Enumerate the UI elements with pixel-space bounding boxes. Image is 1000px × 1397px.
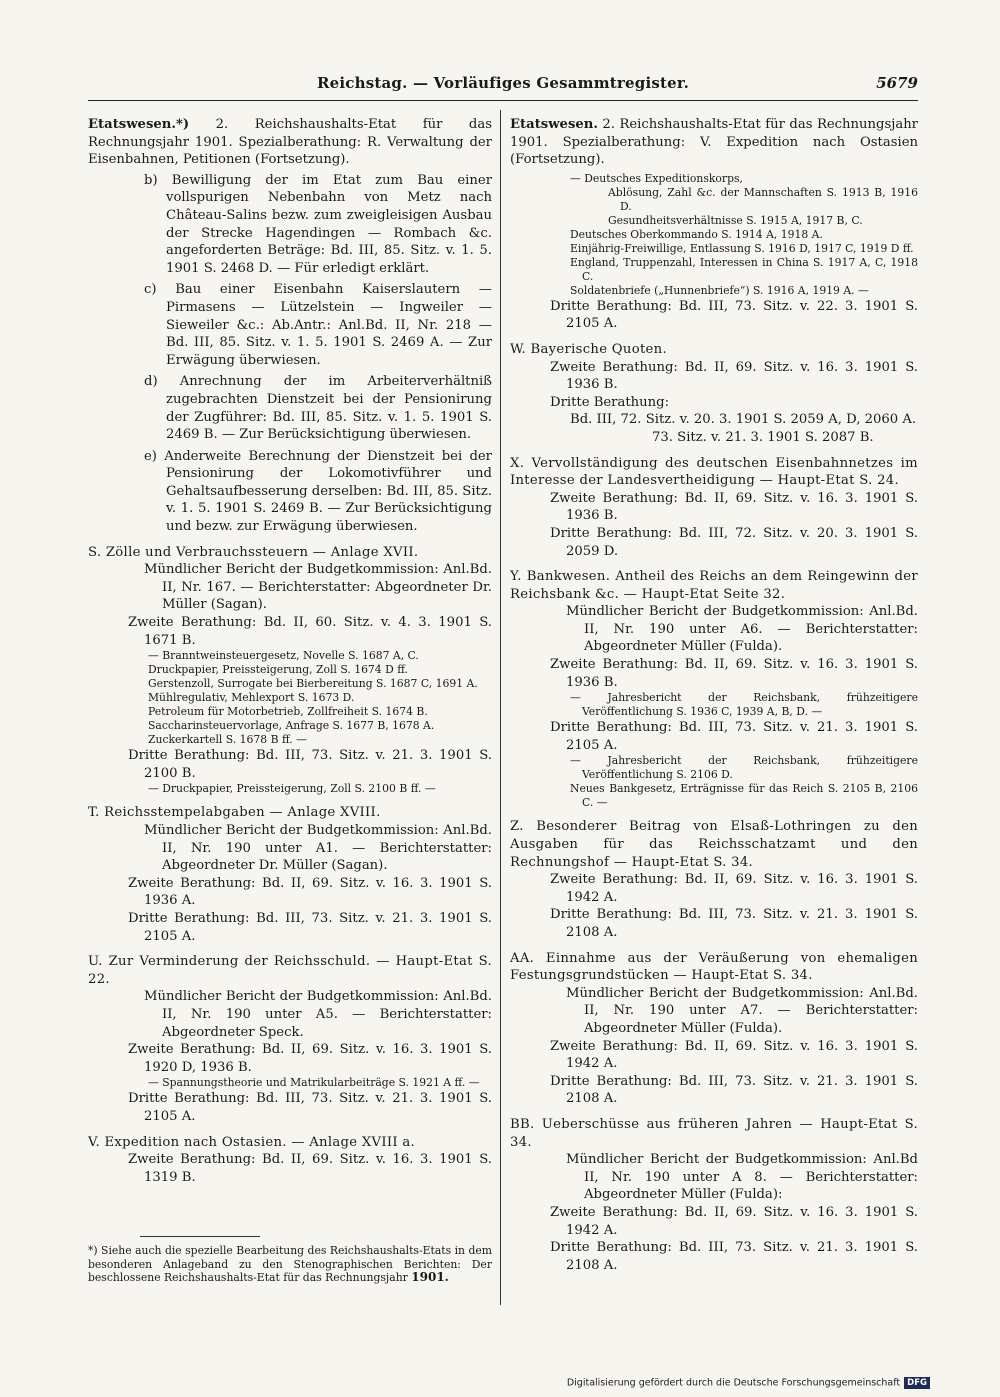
committee-report: Mündlicher Bericht der Budgetkommission: Anl.Bd. II, Nr. 190 unter A7. — Berichterstatter: Abgeordneter Müller (Fulda).: [566, 985, 918, 1036]
reading-entry: Zweite Berathung: Bd. II, 69. Sitz. v. 16. 3. 1901 S. 1936 B.: [550, 359, 918, 393]
digitization-text: Digitalisierung gefördert durch die Deutsche Forschungsgemeinschaft: [566, 1377, 901, 1389]
debate-topic: Neues Bankgesetz, Erträgnisse für das Reich S. 2105 B, 2106 C. —: [570, 782, 918, 810]
debate-topic: Petroleum für Motorbetrieb, Zollfreiheit S. 1674 B.: [148, 705, 428, 719]
entry-heading-bold: Etatswesen.*): [88, 117, 190, 132]
section-heading: T. Reichsstempelabgaben — Anlage XVIII.: [88, 805, 381, 821]
reading-entry: Dritte Berathung: Bd. III, 73. Sitz. v. 21. 3. 1901 S. 2108 A.: [550, 1240, 918, 1273]
entry-heading-text: 2. Reichshaushalts-Etat für das Rechnungsjahr 1901. Spezialberathung: V. Expedition nach Ostasien (Fortsetzung).: [510, 117, 918, 168]
reading-entry: Dritte Berathung:: [550, 394, 670, 410]
reading-entry: Dritte Berathung: Bd. III, 73. Sitz. v. 21. 3. 1901 S. 2108 A.: [550, 907, 918, 940]
footnote: [88, 1244, 492, 1285]
reading-entry: Dritte Berathung: Bd. III, 73. Sitz. v. 21. 3. 1901 S. 2105 A.: [128, 910, 492, 944]
section-heading: Y. Bankwesen. Antheil des Reichs an dem Reingewinn der Reichsbank &c. — Haupt-Etat Seite 32.: [510, 569, 918, 602]
reading-entry: Dritte Berathung: Bd. III, 72. Sitz. v. 20. 3. 1901 S. 2059 D.: [550, 525, 918, 559]
section-heading: U. Zur Verminderung der Reichsschuld. — Haupt-Etat S. 22.: [88, 954, 492, 987]
committee-report: Mündlicher Bericht der Budgetkommission: Anl.Bd. II, Nr. 190 unter A1. — Berichterstatter: Abgeordneter Dr. Müller (Sagan).: [144, 823, 492, 874]
section-heading: AA. Einnahme aus der Veräußerung von ehemaligen Festungsgrundstücken — Haupt-Etat S. 34.: [510, 950, 918, 984]
debate-topic: Gerstenzoll, Surrogate bei Bierbereitung S. 1687 C, 1691 A.: [148, 677, 478, 691]
right-column: [510, 116, 918, 1274]
left-column: [88, 116, 492, 1186]
committee-report: Mündlicher Bericht der Budgetkommission: Anl.Bd. II, Nr. 190 unter A6. — Berichterstatter: Abgeordneter Müller (Fulda).: [566, 604, 918, 655]
debate-topic: — Deutsches Expeditionskorps,: [570, 171, 743, 185]
section-heading: W. Bayerische Quoten.: [510, 341, 667, 357]
entry-heading: [510, 116, 918, 169]
reading-entry: Zweite Berathung: Bd. II, 69. Sitz. v. 16. 3. 1901 S. 1920 D, 1936 B.: [128, 1042, 492, 1075]
section-heading: V. Expedition nach Ostasien. — Anlage XVIII a.: [88, 1134, 416, 1150]
debate-topic: Saccharinsteuervorlage, Anfrage S. 1677 B, 1678 A.: [148, 719, 435, 733]
debate-topic: Deutsches Oberkommando S. 1914 A, 1918 A.: [570, 227, 823, 241]
debate-topic: Einjährig-Freiwillige, Entlassung S. 1916 D, 1917 C, 1919 D ff.: [570, 241, 914, 255]
sub-entry: b) Bewilligung der im Etat zum Bau einer vollspurigen Nebenbahn von Metz nach Château-Salins bezw. zum zweigleisigen Ausbau der Strecke Hagendingen — Rombach &c. angeforderten Beträge: Bd. III, 85. Sitz. v. 1. 5. 1901 S. 2468 D. — Für erledigt erklärt.: [144, 172, 492, 276]
committee-report: Mündlicher Bericht der Budgetkommission: Anl.Bd II, Nr. 190 unter A 8. — Berichterstatter: Abgeordneter Müller (Fulda):: [566, 1152, 918, 1203]
committee-report: Mündlicher Bericht der Budgetkommission: Anl.Bd. II, Nr. 167. — Berichterstatter: Abgeordneter Dr. Müller (Sagan).: [144, 562, 492, 613]
debate-topic: — Branntweinsteuergesetz, Novelle S. 1687 A, C.: [148, 649, 419, 663]
entry-heading-text: 2. Reichshaushalts-Etat für das Rechnungsjahr 1901. Spezialberathung: R. Verwaltung der Eisenbahnen, Petitionen (Fortsetzung).: [88, 117, 492, 168]
sub-entry: d) Anrechnung der im Arbeiterverhältniß zugebrachten Dienstzeit bei der Pensionirung der Zugführer: Bd. III, 85. Sitz. v. 1. 5. 1901 S. 2469 B. — Zur Berücksichtigung überwiesen.: [144, 374, 492, 443]
sub-entry: e) Anderweite Berechnung der Dienstzeit bei der Pensionirung der Lokomotivführer und Gehaltsaufbesserung derselben: Bd. III, 85. Sitz. v. 1. 5. 1901 S. 2469 B. — Zur Berücksichtigung und bezw. zur Erwägung überwiesen.: [144, 448, 492, 535]
section-heading: X. Vervollständigung des deutschen Eisenbahnnetzes im Interesse der Landesvertheidigung — Haupt-Etat S. 24.: [510, 455, 918, 489]
reading-entry: Zweite Berathung: Bd. II, 60. Sitz. v. 4. 3. 1901 S. 1671 B.: [128, 615, 492, 648]
column-divider: [500, 110, 501, 1305]
sub-entry: c) Bau einer Eisenbahn Kaiserslautern — Pirmasens — Lützelstein — Ingweiler — Sieweiler &c.: Ab.Antr.: Anl.Bd. II, Nr. 218 — Bd. III, 85. Sitz. v. 1. 5. 1901 S. 2469 A. — Zur Erwägung überwiesen.: [144, 282, 492, 368]
footnote-year: 1901.: [411, 1270, 449, 1285]
debate-topic: Ablösung, Zahl &c. der Mannschaften S. 1913 B, 1916 D.: [608, 185, 918, 213]
digitization-note: [567, 1377, 930, 1389]
reading-entry: Dritte Berathung: Bd. III, 73. Sitz. v. 21. 3. 1901 S. 2105 A.: [550, 720, 918, 753]
section-heading: S. Zölle und Verbrauchssteuern — Anlage XVII.: [88, 544, 419, 560]
debate-topic: Soldatenbriefe („Hunnenbriefe“) S. 1916 A, 1919 A. —: [570, 283, 869, 297]
entry-heading-bold: Etatswesen.: [510, 117, 598, 132]
reading-entry: Dritte Berathung: Bd. III, 73. Sitz. v. 21. 3. 1901 S. 2100 B.: [128, 748, 492, 781]
header-rule: [88, 100, 918, 101]
reading-entry: Zweite Berathung: Bd. II, 69. Sitz. v. 16. 3. 1901 S. 1936 A.: [128, 875, 492, 909]
reading-entry: Zweite Berathung: Bd. II, 69. Sitz. v. 16. 3. 1901 S. 1319 B.: [128, 1152, 492, 1185]
debate-topic: — Spannungstheorie und Matrikularbeiträge S. 1921 A ff. —: [148, 1076, 480, 1090]
running-title: Reichstag. — Vorläufiges Gesammtregister.: [316, 74, 690, 92]
debate-topic: Druckpapier, Preissteigerung, Zoll S. 1674 D ff.: [148, 663, 408, 677]
reading-entry: Dritte Berathung: Bd. III, 73. Sitz. v. 22. 3. 1901 S. 2105 A.: [550, 298, 918, 332]
page-number: 5679: [876, 74, 918, 92]
debate-topic: Zuckerkartell S. 1678 B ff. —: [148, 733, 307, 747]
committee-report: Mündlicher Bericht der Budgetkommission: Anl.Bd. II, Nr. 190 unter A5. — Berichterstatter: Abgeordneter Speck.: [144, 989, 492, 1040]
debate-topic: — Jahresbericht der Reichsbank, frühzeitigere Veröffentlichung S. 2106 D.: [570, 754, 918, 782]
reading-detail: 73. Sitz. v. 21. 3. 1901 S. 2087 B.: [652, 429, 874, 445]
debate-topic: Mühlregulativ, Mehlexport S. 1673 D.: [148, 691, 355, 705]
reading-entry: Zweite Berathung: Bd. II, 69. Sitz. v. 16. 3. 1901 S. 1942 A.: [550, 1204, 918, 1238]
reading-entry: Zweite Berathung: Bd. II, 69. Sitz. v. 16. 3. 1901 S. 1936 B.: [550, 657, 918, 690]
debate-topic: England, Truppenzahl, Interessen in China S. 1917 A, C, 1918 C.: [570, 255, 918, 283]
debate-topic: — Jahresbericht der Reichsbank, frühzeitigere Veröffentlichung S. 1936 C, 1939 A, B, D. —: [570, 691, 918, 719]
debate-topic: — Druckpapier, Preissteigerung, Zoll S. 2100 B ff. —: [148, 782, 436, 796]
section-heading: Z. Besonderer Beitrag von Elsaß-Lothringen zu den Ausgaben für das Reichsschatzamt und den Rechnungshof — Haupt-Etat S. 34.: [510, 819, 918, 870]
footnote-text: *) Siehe auch die spezielle Bearbeitung des Reichshaushalts-Etats in dem besonderen Anlageband zu den Stenographischen Berichten: Der beschlossene Reichshaushalts-Etat für das Rechnungsjahr: [88, 1244, 492, 1285]
reading-entry: Zweite Berathung: Bd. II, 69. Sitz. v. 16. 3. 1901 S. 1936 B.: [550, 490, 918, 524]
reading-entry: Dritte Berathung: Bd. III, 73. Sitz. v. 21. 3. 1901 S. 2105 A.: [128, 1091, 492, 1124]
debate-topic: Gesundheitsverhältnisse S. 1915 A, 1917 B, C.: [608, 213, 863, 227]
section-heading: BB. Ueberschüsse aus früheren Jahren — Haupt-Etat S. 34.: [510, 1116, 918, 1150]
entry-heading: [88, 116, 492, 169]
running-header: [88, 74, 918, 100]
reading-entry: Zweite Berathung: Bd. II, 69. Sitz. v. 16. 3. 1901 S. 1942 A.: [550, 872, 918, 905]
reading-entry: Zweite Berathung: Bd. II, 69. Sitz. v. 16. 3. 1901 S. 1942 A.: [550, 1038, 918, 1072]
footnote-rule: [140, 1236, 260, 1237]
dfg-logo: DFG: [904, 1377, 930, 1389]
reading-detail: Bd. III, 72. Sitz. v. 20. 3. 1901 S. 2059 A, D, 2060 A.: [570, 412, 917, 428]
reading-entry: Dritte Berathung: Bd. III, 73. Sitz. v. 21. 3. 1901 S. 2108 A.: [550, 1073, 918, 1107]
